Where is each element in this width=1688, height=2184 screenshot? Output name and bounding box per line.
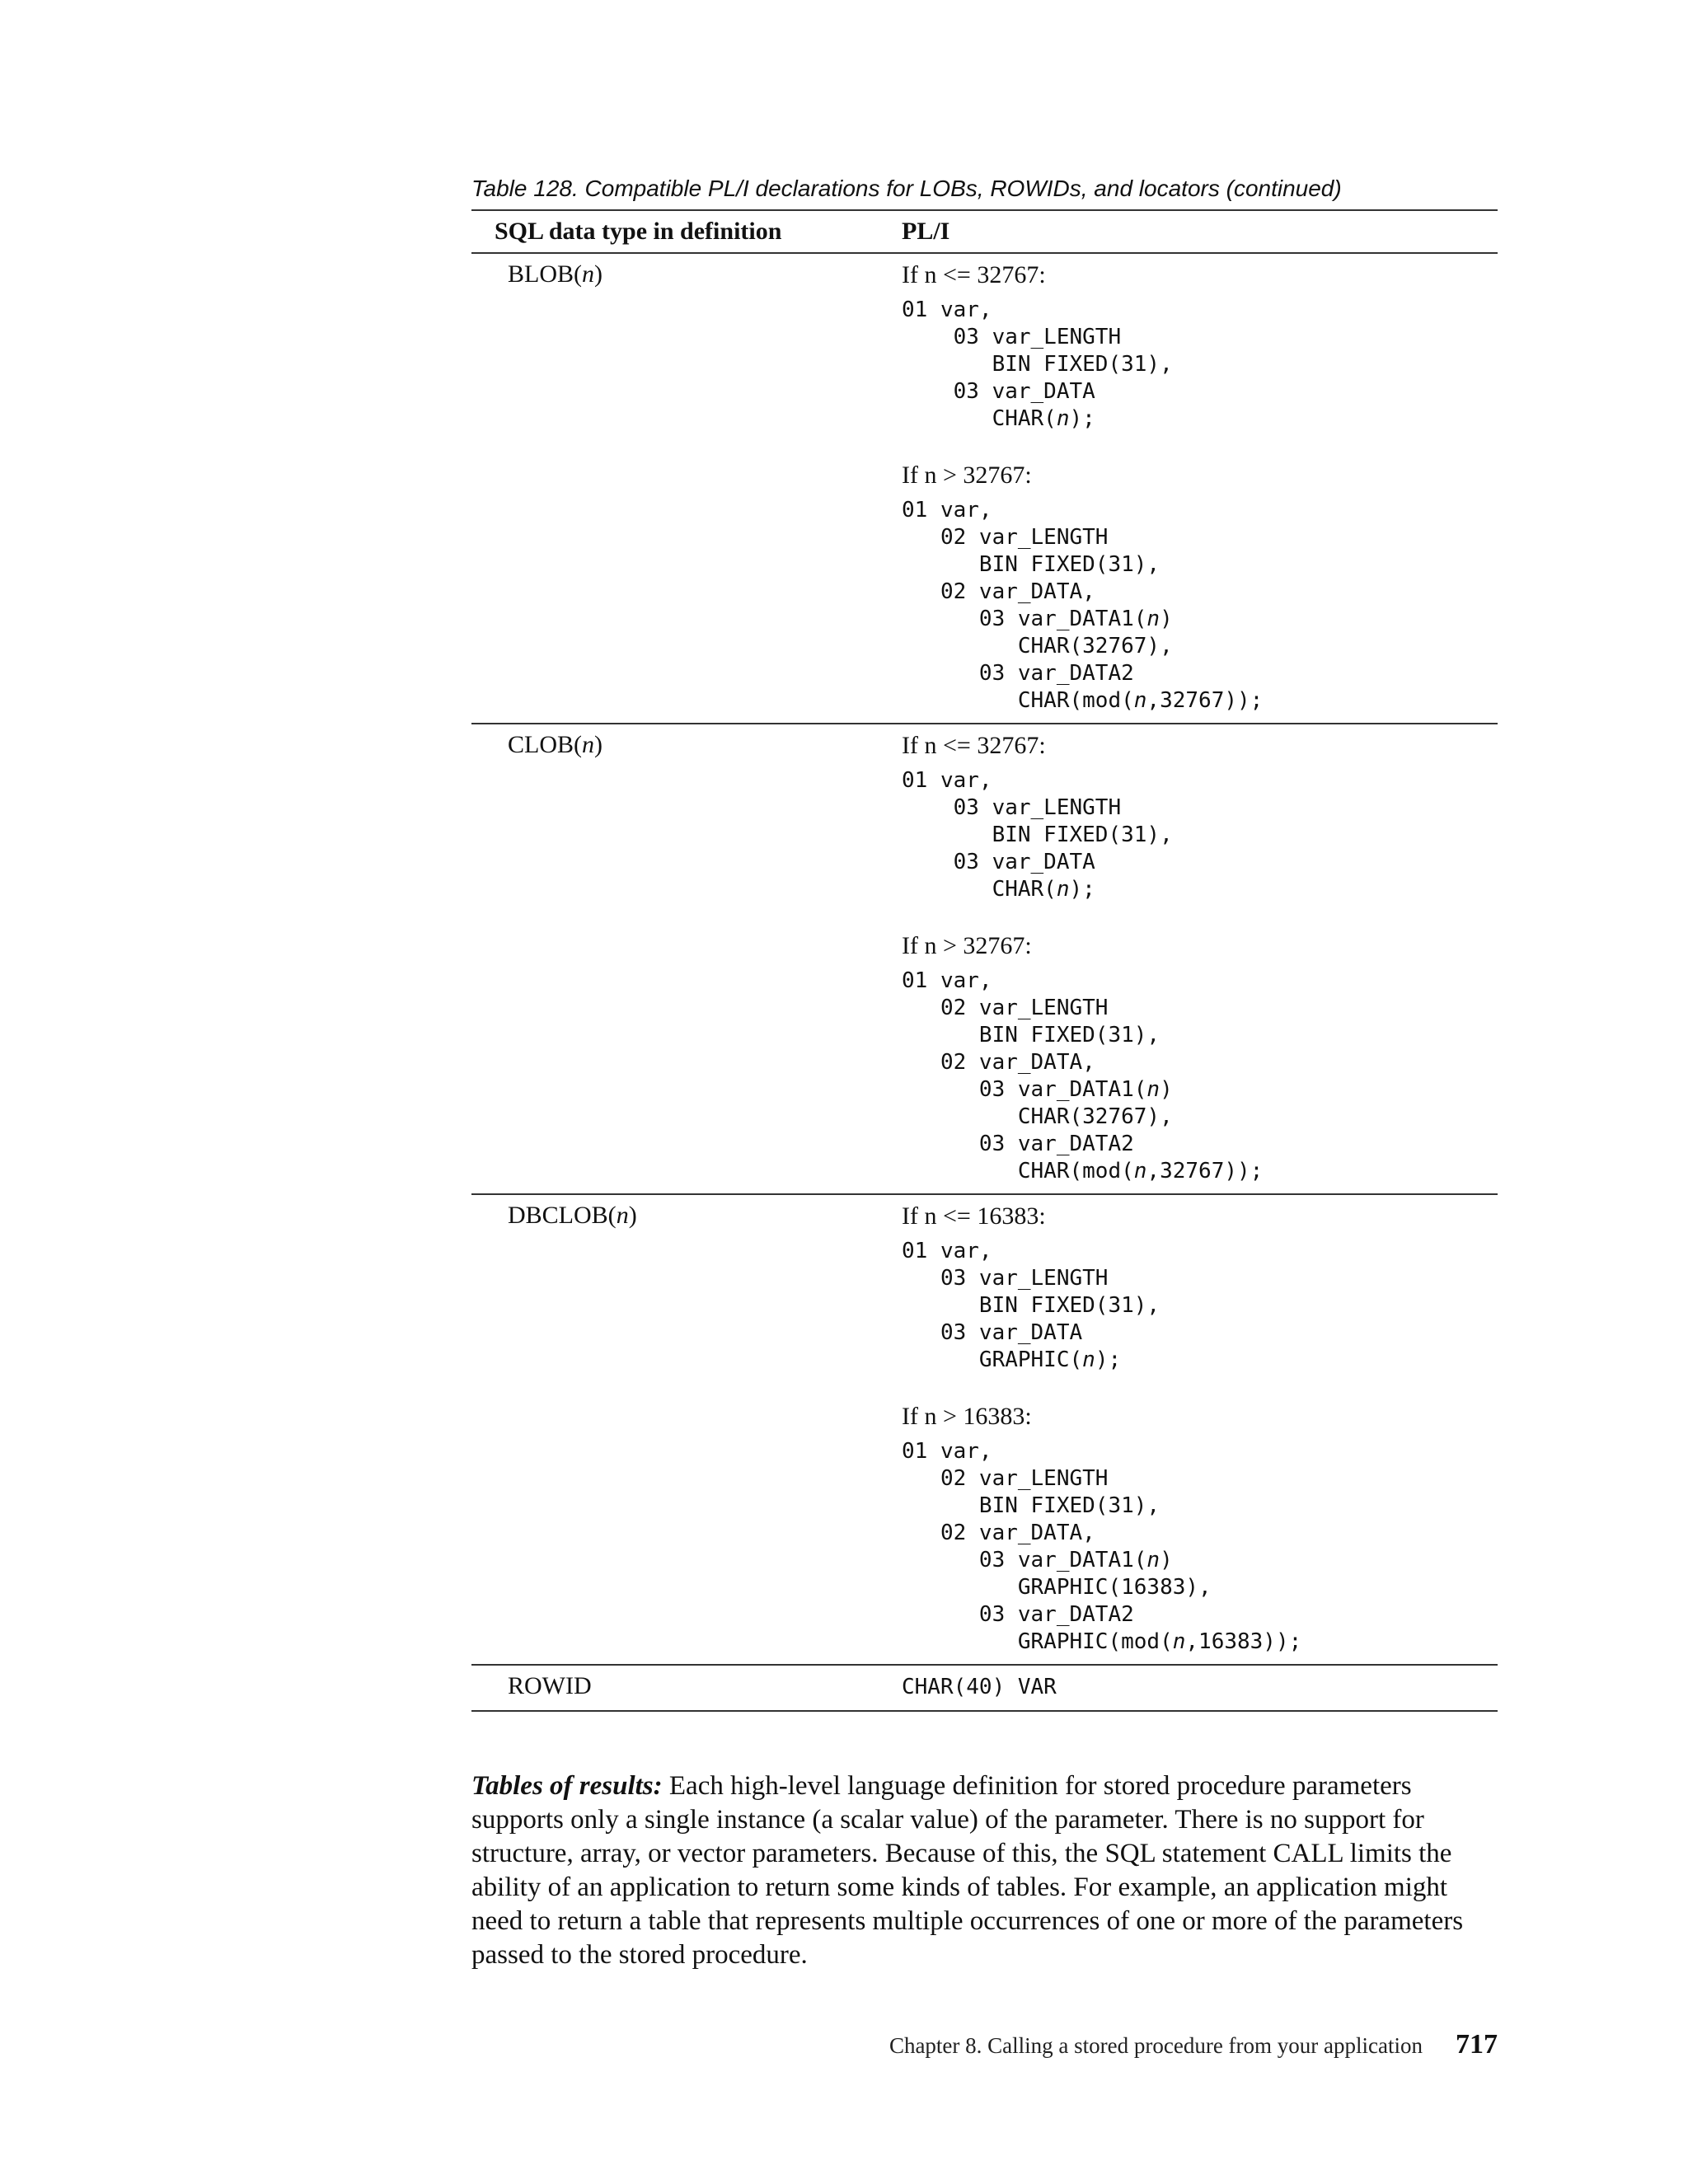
- condition-large: If n > 32767:: [902, 932, 1032, 959]
- code-line: 01 var,: [902, 498, 992, 523]
- code-block-small: [902, 767, 1498, 903]
- table-row: [471, 1665, 1498, 1711]
- code-line: 03 var_DATA1(n): [902, 1077, 1173, 1102]
- code-line: 02 var_DATA,: [902, 579, 1095, 604]
- table-caption: Table 128. Compatible PL/I declarations for LOBs, ROWIDs, and locators (continued): [471, 176, 1342, 201]
- code-line: BIN FIXED(31),: [902, 1493, 1160, 1518]
- table-row: [471, 253, 1498, 724]
- table-body: [471, 253, 1498, 1711]
- code-line: CHAR(n);: [902, 877, 1095, 902]
- code-block-small: [902, 1238, 1498, 1374]
- code-line: BIN FIXED(31),: [902, 1293, 1160, 1318]
- code-line: CHAR(mod(n,32767));: [902, 688, 1264, 713]
- code-line: GRAPHIC(n);: [902, 1347, 1122, 1372]
- code-line: BIN FIXED(31),: [902, 823, 1173, 847]
- code-line: 01 var,: [902, 768, 992, 793]
- footer-chapter: Chapter 8. Calling a stored procedure from your application: [889, 2033, 1423, 2058]
- code-line: 02 var_LENGTH: [902, 525, 1109, 550]
- page-footer: [889, 2029, 1498, 2060]
- code-inline: CHAR(40) VAR: [902, 1675, 1057, 1699]
- code-line: 02 var_LENGTH: [902, 996, 1109, 1020]
- condition-small: If n <= 32767:: [902, 732, 1046, 759]
- header-sql-type: SQL data type in definition: [471, 210, 902, 253]
- code-line: BIN FIXED(31),: [902, 352, 1173, 377]
- code-block-large: [902, 497, 1498, 715]
- header-pli: PL/I: [902, 210, 1498, 253]
- code-line: 03 var_DATA1(n): [902, 1548, 1173, 1572]
- sql-type-cell: DBCLOB(n): [508, 1202, 637, 1229]
- code-line: 03 var_DATA: [902, 850, 1095, 874]
- code-line: CHAR(n);: [902, 406, 1095, 431]
- code-line: 03 var_LENGTH: [902, 1266, 1109, 1291]
- code-line: 03 var_LENGTH: [902, 795, 1122, 820]
- code-line: 03 var_DATA: [902, 379, 1095, 404]
- pli-cell: [902, 253, 1498, 724]
- page-number: 717: [1456, 2029, 1498, 2060]
- code-line: 02 var_DATA,: [902, 1050, 1095, 1075]
- code-line: 03 var_LENGTH: [902, 325, 1122, 349]
- code-line: 01 var,: [902, 1239, 992, 1263]
- code-line: 03 var_DATA: [902, 1320, 1083, 1345]
- code-line: 01 var,: [902, 298, 992, 322]
- code-line: 02 var_LENGTH: [902, 1466, 1109, 1491]
- table-header-row: [471, 210, 1498, 253]
- code-line: 03 var_DATA2: [902, 1132, 1134, 1156]
- code-line: 03 var_DATA2: [902, 661, 1134, 686]
- results-text: Each high-level language definition for stored procedure parameters supports only a single instance (a scalar value) of the parameter. There is no support for structure, array, or vector parameters. Because of this, the SQL statement CALL limits the ability of an application to return some kinds of tables. For example, an application might need to return a table that represents multiple occurrences of one or more of the parameters passed to the stored procedure.: [471, 1771, 1464, 1970]
- page-content: [471, 165, 1498, 1999]
- pli-cell: [902, 724, 1498, 1194]
- code-line: 02 var_DATA,: [902, 1521, 1095, 1545]
- sql-type-cell: ROWID: [508, 1672, 592, 1699]
- code-line: GRAPHIC(16383),: [902, 1575, 1212, 1600]
- code-line: 03 var_DATA2: [902, 1602, 1134, 1627]
- pli-declarations-table: [471, 209, 1498, 1712]
- code-block-small: [902, 297, 1498, 433]
- code-line: CHAR(mod(n,32767));: [902, 1159, 1264, 1183]
- code-line: BIN FIXED(31),: [902, 552, 1160, 577]
- pli-cell: [902, 1194, 1498, 1665]
- table-row: [471, 1194, 1498, 1665]
- code-block-large: [902, 1438, 1498, 1656]
- code-block-large: [902, 968, 1498, 1185]
- code-line: BIN FIXED(31),: [902, 1023, 1160, 1047]
- sql-type-cell: CLOB(n): [508, 731, 603, 758]
- table-row: [471, 724, 1498, 1194]
- code-line: GRAPHIC(mod(n,16383));: [902, 1629, 1302, 1654]
- pli-cell: [902, 1665, 1498, 1711]
- code-line: 03 var_DATA1(n): [902, 607, 1173, 631]
- sql-type-cell: BLOB(n): [508, 260, 603, 288]
- code-line: CHAR(32767),: [902, 634, 1173, 658]
- code-line: CHAR(32767),: [902, 1104, 1173, 1129]
- condition-small: If n <= 32767:: [902, 261, 1046, 288]
- code-line: 01 var,: [902, 1439, 992, 1464]
- condition-large: If n > 16383:: [902, 1403, 1032, 1430]
- code-line: 01 var,: [902, 968, 992, 993]
- results-paragraph: [471, 1769, 1498, 1972]
- results-lead: Tables of results:: [471, 1771, 663, 1801]
- condition-small: If n <= 16383:: [902, 1202, 1046, 1230]
- condition-large: If n > 32767:: [902, 462, 1032, 489]
